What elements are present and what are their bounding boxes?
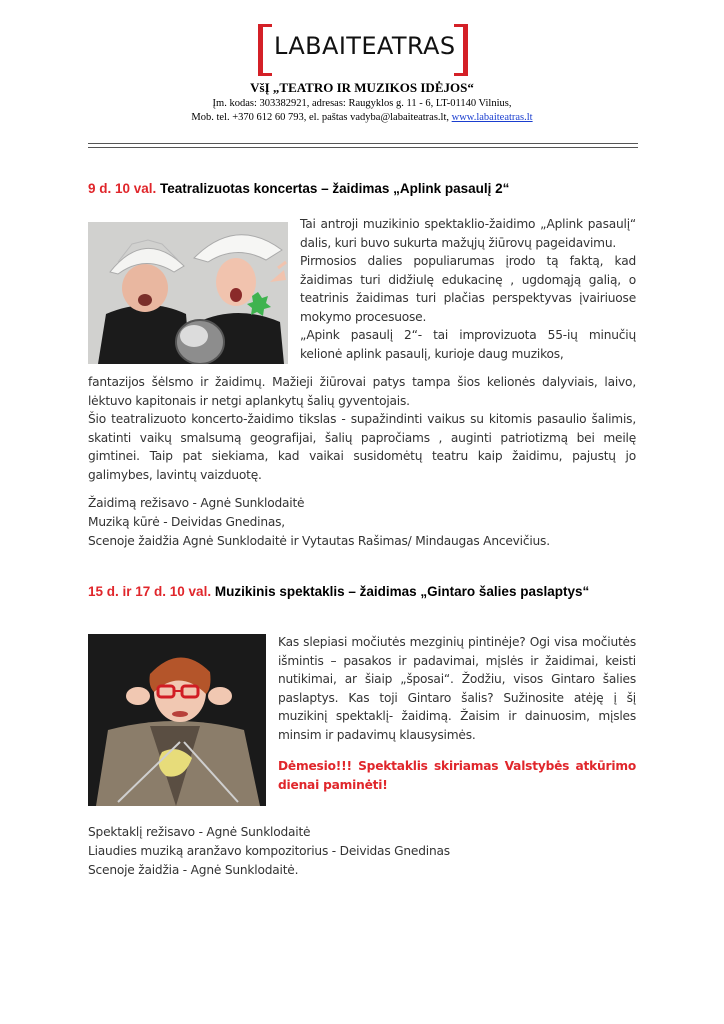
performers-photo-image (88, 222, 288, 364)
knitting-performer-photo-image (88, 634, 266, 806)
address-line: Įm. kodas: 303382921, adresas: Raugyklos g. 11 - 6, LT-01140 Vilnius, (212, 98, 512, 109)
event1-date: 9 d. 10 val. (88, 181, 157, 196)
logo-right-bracket (454, 24, 468, 76)
event2-date: 15 d. ir 17 d. 10 val. (88, 584, 212, 599)
event1-description-cont: fantazijos šėlsmo ir žaidimų. Mažieji žiūrovai patys tampa šios kelionės dalyviais, laivo, lėktuvo kapitonais ir netgi aplankytų šalių gyventojais. (88, 375, 636, 408)
contact-text: Mob. tel. +370 612 60 793, el. paštas vadyba@labaiteatras.lt, (191, 112, 452, 123)
website-link[interactable]: www.labaiteatras.lt (451, 112, 533, 123)
event1-para-1: Tai antroji muzikinio spektaklio-žaidimo „Aplink pasaulį“ dalis, kuri buvo sukurta mažųjų žiūrovų pageidavimu. (300, 217, 636, 250)
logo-text: LABAITEATRAS (274, 32, 456, 60)
event2-credit-music: Liaudies muziką aranžavo kompozitorius - Deividas Gnedinas (88, 844, 450, 858)
logo-left-bracket (258, 24, 272, 76)
event2-description: Kas slepiasi močiutės mezginių pintinėje? Ogi visa močiutės išmintis – pasakos ir padavimai, mįslės ir žaidimai, keisti nutikimai, ar šiaip „šposai“. Žodžiu, visos Gintaro šalies paslaptys. Kas toji Gintaro šalis? Sužinosite atėję į šį muzikinį spektaklį- žaidimą. Žaisim ir dainuosim, mįsles minsim ir padavimų klausysimės. (278, 635, 636, 742)
event1-goal: Šio teatralizuoto koncerto-žaidimo tikslas - supažindinti vaikus su kitomis pasaulio šalimis, skatinti vaikų smalsumą geografijai, šalių papročiams , auginti patriotizmą bei meilę gimtinei. Taip pat siekiama, kad vaikai susidomėtų teatru kaip žaidimu, pajustų jo galimybes, lavintų vaizduotę. (88, 412, 636, 482)
event2-notice: Dėmesio!!! Spektaklis skiriamas Valstybės atkūrimo dienai paminėti! (278, 759, 636, 792)
event1-credit-music: Muziką kūrė - Deividas Gnedinas, (88, 515, 285, 529)
labaiteatras-logo (258, 24, 468, 74)
event2-credit-cast: Scenoje žaidžia - Agnė Sunklodaitė. (88, 863, 299, 877)
event1-credit-director: Žaidimą režisavo - Agnė Sunklodaitė (88, 496, 305, 510)
event2-heading (88, 584, 589, 599)
event2-photo (88, 634, 266, 806)
event1-title: Teatralizuotas koncertas – žaidimas „Aplink pasaulį 2“ (156, 181, 510, 196)
event1-photo (88, 222, 288, 364)
event2-credit-director: Spektaklį režisavo - Agnė Sunklodaitė (88, 825, 311, 839)
event1-description-wrapped (300, 215, 636, 363)
event1-para-2: Pirmosios dalies populiarumas įrodo tą faktą, kad žaidimas turi didžiulę edukacinę , ugdomąją galią, o teatrinis žaidimas turi plačias perspektyvas įvairiuose mokymo procesuose. (300, 254, 636, 324)
header-divider-2 (88, 147, 638, 148)
event2-title: Muzikinis spektaklis – žaidimas „Gintaro šalies paslaptys“ (211, 584, 590, 599)
org-name: VšĮ „TEATRO IR MUZIKOS IDĖJOS“ (250, 80, 474, 95)
event1-credit-cast: Scenoje žaidžia Agnė Sunklodaitė ir Vytautas Rašimas/ Mindaugas Ancevičius. (88, 534, 550, 548)
event1-para-3: „Apink pasaulį 2“- tai improvizuota 55-ių minučių kelionė aplink pasaulį, kurioje daug muzikos, (300, 328, 636, 361)
contact-line (0, 112, 724, 123)
header-divider (88, 143, 638, 144)
event1-heading (88, 181, 509, 196)
